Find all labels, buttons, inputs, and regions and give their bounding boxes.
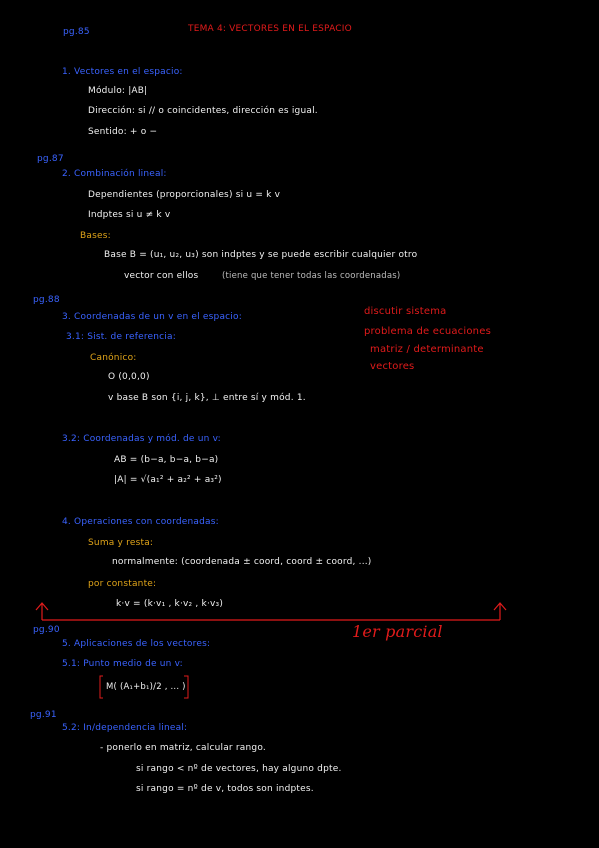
canonico-label: Canónico: (90, 353, 137, 363)
section-2-title: 2. Combinación lineal: (62, 169, 167, 179)
subsection-5-2: 5.2: In/dependencia lineal: (62, 723, 188, 733)
subsection-3-2: 3.2: Coordenadas y mód. de un v: (62, 434, 221, 444)
constante-label: por constante: (88, 579, 157, 589)
note-line-3: matriz / determinante (370, 344, 484, 355)
bases-label: Bases: (80, 231, 111, 241)
normal-line: normalmente: (coordenada ± coord, coord ± coord, ...) (112, 557, 372, 567)
page-number-91: pg.91 (30, 710, 57, 720)
base-line-2: vector con ellos (124, 271, 199, 281)
base-line-1: Base B = (u₁, u₂, u₃) son indptes y se puede escribir cualquier otro (104, 250, 418, 260)
rango-line-1: - ponerlo en matriz, calcular rango. (100, 743, 266, 753)
bullet-direccion: Dirección: si // o coincidentes, dirección es igual. (88, 106, 318, 116)
section-4-title: 4. Operaciones con coordenadas: (62, 517, 219, 527)
base-note: (tiene que tener todas las coordenadas) (222, 271, 401, 281)
bullet-modulo: Módulo: |AB| (88, 86, 148, 96)
bullet-sentido: Sentido: + o − (88, 127, 158, 137)
bullet-origin: O (0,0,0) (108, 372, 150, 382)
rango-line-3: si rango = nº de v, todos son indptes. (136, 784, 314, 794)
kv-formula: k·v = (k·v₁ , k·v₂ , k·v₃) (116, 599, 224, 609)
section-5-title: 5. Aplicaciones de los vectores: (62, 639, 211, 649)
bullet-base: v base B son {i, j, k}, ⊥ entre sí y mód. 1. (108, 393, 306, 403)
subsection-3-1: 3.1: Sist. de referencia: (66, 332, 176, 342)
page-number-87: pg.87 (37, 154, 64, 164)
subsection-5-1: 5.1: Punto medio de un v: (62, 659, 183, 669)
note-line-1: discutir sistema (364, 306, 447, 317)
parcial-label: 1er parcial (352, 622, 443, 641)
midpoint-formula: M( (A₁+b₁)/2 , ... ) (106, 682, 186, 692)
page-number-90: pg.90 (33, 625, 60, 635)
page-title: TEMA 4: VECTORES EN EL ESPACIO (188, 24, 352, 34)
dependientes-line: Dependientes (proporcionales) si u = k v (88, 190, 281, 200)
page-number: pg.85 (63, 27, 90, 37)
note-line-4: vectores (370, 361, 415, 372)
indptes-line: Indptes si u ≠ k v (88, 210, 171, 220)
rango-line-2: si rango < nº de vectores, hay alguno dpte. (136, 764, 342, 774)
ab-formula: AB = (b−a, b−a, b−a) (114, 455, 219, 465)
note-line-2: problema de ecuaciones (364, 326, 491, 337)
abs-formula: |A| = √(a₁² + a₂² + a₃²) (114, 475, 222, 485)
section-1-title: 1. Vectores en el espacio: (62, 67, 183, 77)
page-number-88: pg.88 (33, 295, 60, 305)
suma-label: Suma y resta: (88, 538, 154, 548)
section-3-title: 3. Coordenadas de un v en el espacio: (62, 312, 242, 322)
